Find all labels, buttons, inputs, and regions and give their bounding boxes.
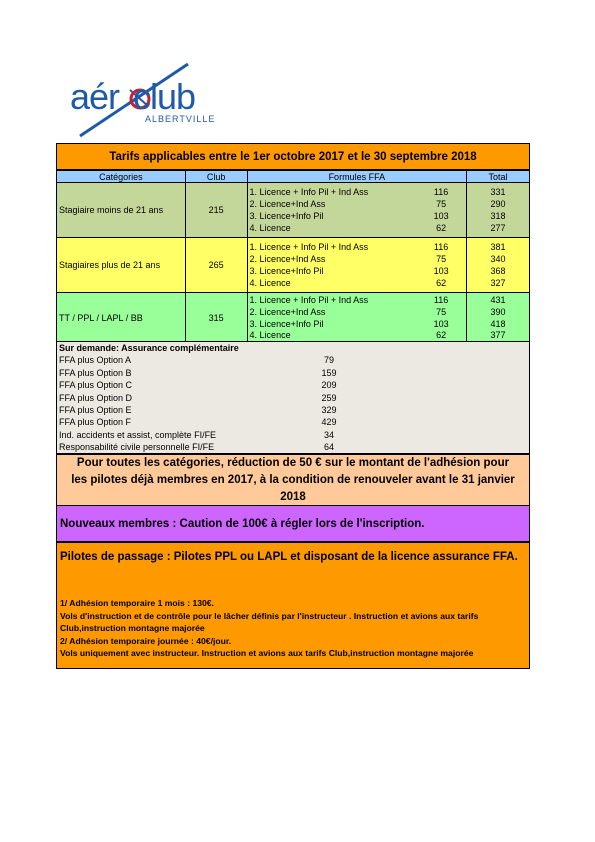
total-cell [467, 183, 530, 238]
reduction-line: 2018 [280, 491, 306, 503]
assurance-option-value: 429 [321, 417, 337, 427]
assurance-section [56, 341, 530, 454]
formula-price: 103 [433, 266, 449, 276]
header-club: Club [185, 171, 247, 183]
formula-line [248, 253, 467, 265]
tarif-table [56, 170, 530, 343]
assurance-option-label: FFA plus Option A [59, 355, 132, 365]
formula-label: 1. Licence + Info Pil + Ind Ass [249, 187, 369, 197]
passage-paragraph: 2/ Adhésion temporaire journée : 40€/jour. [60, 636, 232, 646]
assurance-option-value: 34 [323, 430, 334, 440]
formula-price: 62 [436, 223, 447, 233]
pilotes-passage-section [56, 542, 530, 669]
formula-label: 2. Licence+Ind Ass [249, 199, 326, 209]
assurance-option-label: FFA plus Option C [59, 380, 133, 390]
assurance-option-label: FFA plus Option E [59, 405, 132, 415]
reduction-line: les pilotes déjà membres en 2017, à la condition de renouveler avant le 31 janvier [71, 474, 515, 486]
logo-text-club: club [133, 76, 196, 117]
assurance-option-label: FFA plus Option F [59, 417, 132, 427]
total-value: 377 [490, 330, 506, 340]
page-title: Tarifs applicables entre le 1er octobre 2017 et le 30 septembre 2018 [56, 143, 530, 170]
assurance-option-label: Responsabilité civile personnelle FI/FE [59, 442, 215, 452]
formula-price: 116 [433, 242, 449, 252]
logo-wordmark [70, 76, 195, 118]
formula-price: 75 [436, 307, 447, 317]
total-value: 318 [490, 211, 506, 221]
assurance-option-value: 159 [321, 368, 337, 378]
logo-text-aero: aér [70, 76, 120, 117]
formula-price: 62 [436, 330, 447, 340]
formula-label: 1. Licence + Info Pil + Ind Ass [249, 295, 369, 305]
nouveaux-membres-text: Nouveaux membres : Caution de 100€ à régler lors de l'inscription. [60, 517, 425, 530]
assurance-heading: Sur demande: Assurance complémentaire [59, 343, 239, 353]
club-price-cell: 215 [185, 183, 247, 238]
formula-line [248, 277, 467, 289]
formula-label: 3. Licence+Info Pil [249, 211, 324, 221]
passage-paragraph: 1/ Adhésion temporaire 1 mois : 130€. [60, 598, 214, 608]
header-categories: Catégories [57, 171, 186, 183]
header-formules: Formules FFA [247, 171, 467, 183]
table-row [57, 238, 530, 293]
club-price-cell: 265 [185, 238, 247, 293]
formula-label: 3. Licence+Info Pil [249, 266, 324, 276]
passage-paragraph: Vols d'instruction et de contrôle pour le lâcher définis par l'instructeur . Instruction et avions aux tarifs Club,instruction montagne majorée [60, 611, 479, 633]
table-header-row [57, 171, 530, 183]
formula-line [248, 241, 467, 253]
total-value: 277 [490, 223, 506, 233]
formula-price: 75 [436, 199, 447, 209]
total-value: 290 [490, 199, 506, 209]
assurance-option-value: 259 [321, 393, 337, 403]
aeroclub-logo [70, 62, 216, 140]
formula-label: 4. Licence [249, 330, 291, 340]
formula-price: 103 [433, 211, 449, 221]
formules-cell [247, 183, 467, 238]
total-value: 327 [490, 278, 506, 288]
table-row [57, 183, 530, 238]
assurance-option-value: 209 [321, 380, 337, 390]
formula-price: 62 [436, 278, 447, 288]
formula-line [248, 294, 467, 306]
reduction-line: Pour toutes les catégories, réduction de 50 € sur le montant de l'adhésion pour [76, 457, 510, 469]
formula-line [248, 198, 467, 210]
formules-cell [247, 293, 467, 343]
formula-label: 1. Licence + Info Pil + Ind Ass [249, 242, 369, 252]
total-value: 368 [490, 266, 506, 276]
formula-line [248, 186, 467, 198]
assurance-option-value: 64 [323, 442, 334, 452]
assurance-option-value: 79 [323, 355, 334, 365]
formula-price: 103 [433, 319, 449, 329]
club-price-cell: 315 [185, 293, 247, 343]
formula-line [248, 265, 467, 277]
formula-line [248, 318, 467, 330]
assurance-option-label: FFA plus Option D [59, 393, 133, 403]
reduction-notice [56, 454, 530, 506]
formula-label: 3. Licence+Info Pil [249, 319, 324, 329]
total-value: 340 [490, 254, 506, 264]
table-row [57, 293, 530, 343]
passage-paragraph: Vols uniquement avec instructeur. Instruction et avions aux tarifs Club,instruction montagne majorée [60, 648, 474, 658]
formula-label: 2. Licence+Ind Ass [249, 254, 326, 264]
total-value: 390 [490, 307, 506, 317]
assurance-option-label: Ind. accidents et assist, complète FI/FE [59, 430, 217, 440]
total-value: 331 [490, 187, 506, 197]
logo-subtitle: ALBERTVILLE [145, 114, 216, 124]
formula-line [248, 330, 467, 341]
formula-label: 2. Licence+Ind Ass [249, 307, 326, 317]
formula-price: 116 [433, 295, 449, 305]
category-cell: TT / PPL / LAPL / BB [57, 293, 186, 343]
total-value: 431 [490, 295, 506, 305]
total-value: 418 [490, 319, 506, 329]
formules-cell [247, 238, 467, 293]
formula-price: 75 [436, 254, 447, 264]
header-total: Total [467, 171, 530, 183]
formula-line [248, 222, 467, 234]
formula-line [248, 306, 467, 318]
category-cell: Stagiaires plus de 21 ans [57, 238, 186, 293]
assurance-option-label: FFA plus Option B [59, 368, 132, 378]
nouveaux-membres-notice [56, 505, 530, 542]
formula-label: 4. Licence [249, 223, 291, 233]
formula-label: 4. Licence [249, 278, 291, 288]
total-cell [467, 293, 530, 343]
assurance-option-value: 329 [321, 405, 337, 415]
formula-line [248, 210, 467, 222]
total-cell [467, 238, 530, 293]
formula-price: 116 [433, 187, 449, 197]
total-value: 381 [490, 242, 506, 252]
category-cell: Stagiaire moins de 21 ans [57, 183, 186, 238]
passage-title: Pilotes de passage : Pilotes PPL ou LAPL et disposant de la licence assurance FFA. [60, 551, 518, 563]
